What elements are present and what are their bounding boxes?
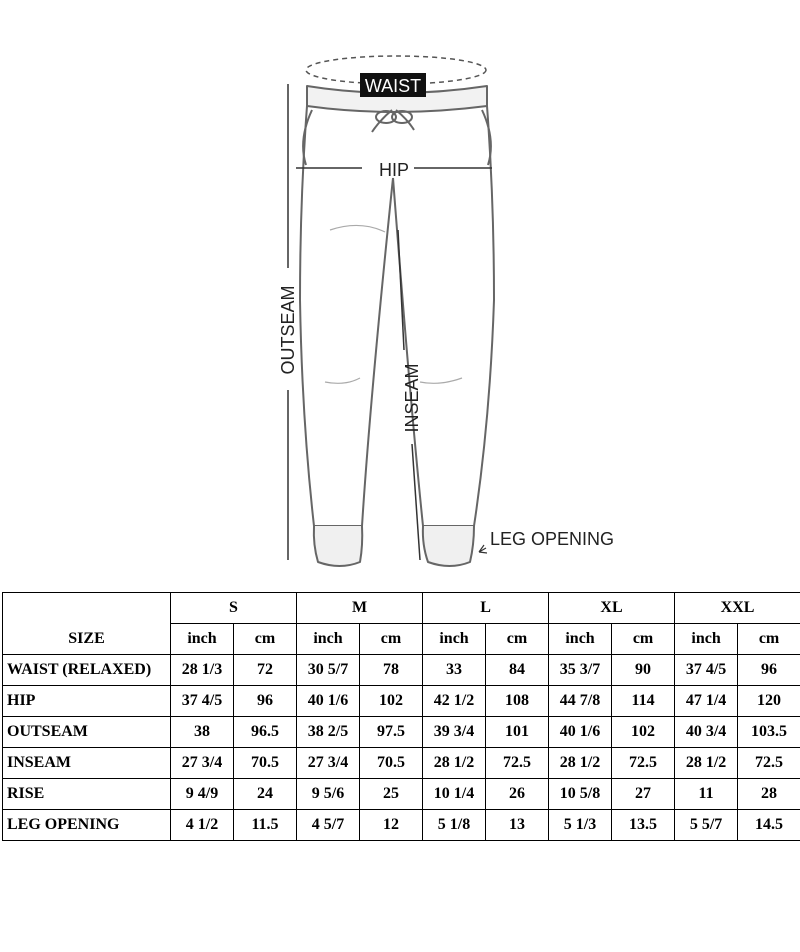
table-cell: 5 1/8 (423, 810, 486, 841)
table-cell: 27 (612, 779, 675, 810)
unit-inch: inch (675, 624, 738, 655)
table-cell: 4 5/7 (297, 810, 360, 841)
table-row (3, 748, 800, 779)
table-cell: 24 (234, 779, 297, 810)
table-cell: 4 1/2 (171, 810, 234, 841)
table-cell: 28 (738, 779, 800, 810)
size-xxl-header: XXL (675, 593, 800, 624)
table-cell: 97.5 (360, 717, 423, 748)
unit-inch: inch (297, 624, 360, 655)
table-cell: 96 (738, 655, 800, 686)
row-label: LEG OPENING (3, 810, 171, 841)
inseam-label: INSEAM (402, 363, 422, 433)
table-row (3, 686, 800, 717)
table-cell: 40 1/6 (549, 717, 612, 748)
unit-cm: cm (234, 624, 297, 655)
size-s-header: S (171, 593, 297, 624)
row-label: RISE (3, 779, 171, 810)
corner-cell (3, 593, 171, 624)
row-label: HIP (3, 686, 171, 717)
row-label: WAIST (RELAXED) (3, 655, 171, 686)
outseam-label: OUTSEAM (278, 285, 298, 375)
table-cell: 13 (486, 810, 549, 841)
size-chart-table (2, 592, 800, 841)
table-cell: 102 (360, 686, 423, 717)
table-cell: 101 (486, 717, 549, 748)
table-cell: 70.5 (360, 748, 423, 779)
table-cell: 72 (234, 655, 297, 686)
unit-header-row (3, 624, 800, 655)
unit-cm: cm (738, 624, 800, 655)
table-cell: 78 (360, 655, 423, 686)
table-cell: 11.5 (234, 810, 297, 841)
table-cell: 84 (486, 655, 549, 686)
table-cell: 96 (234, 686, 297, 717)
pants-shading (325, 225, 462, 383)
size-header-row (3, 593, 800, 624)
size-column-label: SIZE (3, 624, 171, 655)
table-cell: 72.5 (738, 748, 800, 779)
table-cell: 33 (423, 655, 486, 686)
table-cell: 102 (612, 717, 675, 748)
table-cell: 38 (171, 717, 234, 748)
table-row (3, 655, 800, 686)
table-cell: 30 5/7 (297, 655, 360, 686)
table-cell: 47 1/4 (675, 686, 738, 717)
unit-cm: cm (612, 624, 675, 655)
leg-opening-label: LEG OPENING (490, 529, 615, 549)
row-label: OUTSEAM (3, 717, 171, 748)
row-label: INSEAM (3, 748, 171, 779)
table-cell: 114 (612, 686, 675, 717)
inseam-measure-line-top (398, 230, 404, 350)
table-cell: 14.5 (738, 810, 800, 841)
table-cell: 9 4/9 (171, 779, 234, 810)
table-cell: 37 4/5 (171, 686, 234, 717)
unit-cm: cm (486, 624, 549, 655)
unit-inch: inch (549, 624, 612, 655)
table-row (3, 717, 800, 748)
unit-inch: inch (423, 624, 486, 655)
table-cell: 108 (486, 686, 549, 717)
table-cell: 25 (360, 779, 423, 810)
hip-label: HIP (378, 160, 410, 180)
table-row (3, 810, 800, 841)
unit-inch: inch (171, 624, 234, 655)
table-cell: 28 1/3 (171, 655, 234, 686)
table-cell: 103.5 (738, 717, 800, 748)
size-chart-body (3, 593, 800, 841)
table-cell: 28 1/2 (423, 748, 486, 779)
table-cell: 40 1/6 (297, 686, 360, 717)
table-row (3, 779, 800, 810)
table-cell: 35 3/7 (549, 655, 612, 686)
table-cell: 44 7/8 (549, 686, 612, 717)
waist-label: WAIST (364, 76, 422, 96)
leg-opening-arrow-icon (479, 545, 487, 553)
table-cell: 26 (486, 779, 549, 810)
table-cell: 72.5 (612, 748, 675, 779)
table-cell: 28 1/2 (549, 748, 612, 779)
table-cell: 10 1/4 (423, 779, 486, 810)
table-cell: 90 (612, 655, 675, 686)
table-cell: 13.5 (612, 810, 675, 841)
table-cell: 70.5 (234, 748, 297, 779)
table-cell: 5 5/7 (675, 810, 738, 841)
table-cell: 120 (738, 686, 800, 717)
unit-cm: cm (360, 624, 423, 655)
table-cell: 42 1/2 (423, 686, 486, 717)
table-cell: 39 3/4 (423, 717, 486, 748)
table-cell: 9 5/6 (297, 779, 360, 810)
table-cell: 72.5 (486, 748, 549, 779)
table-cell: 10 5/8 (549, 779, 612, 810)
table-cell: 96.5 (234, 717, 297, 748)
size-m-header: M (297, 593, 423, 624)
table-cell: 28 1/2 (675, 748, 738, 779)
table-cell: 40 3/4 (675, 717, 738, 748)
table-cell: 11 (675, 779, 738, 810)
table-cell: 12 (360, 810, 423, 841)
pants-outline (300, 86, 494, 566)
table-cell: 5 1/3 (549, 810, 612, 841)
table-cell: 27 3/4 (171, 748, 234, 779)
size-xl-header: XL (549, 593, 675, 624)
table-cell: 38 2/5 (297, 717, 360, 748)
table-cell: 37 4/5 (675, 655, 738, 686)
table-cell: 27 3/4 (297, 748, 360, 779)
size-l-header: L (423, 593, 549, 624)
